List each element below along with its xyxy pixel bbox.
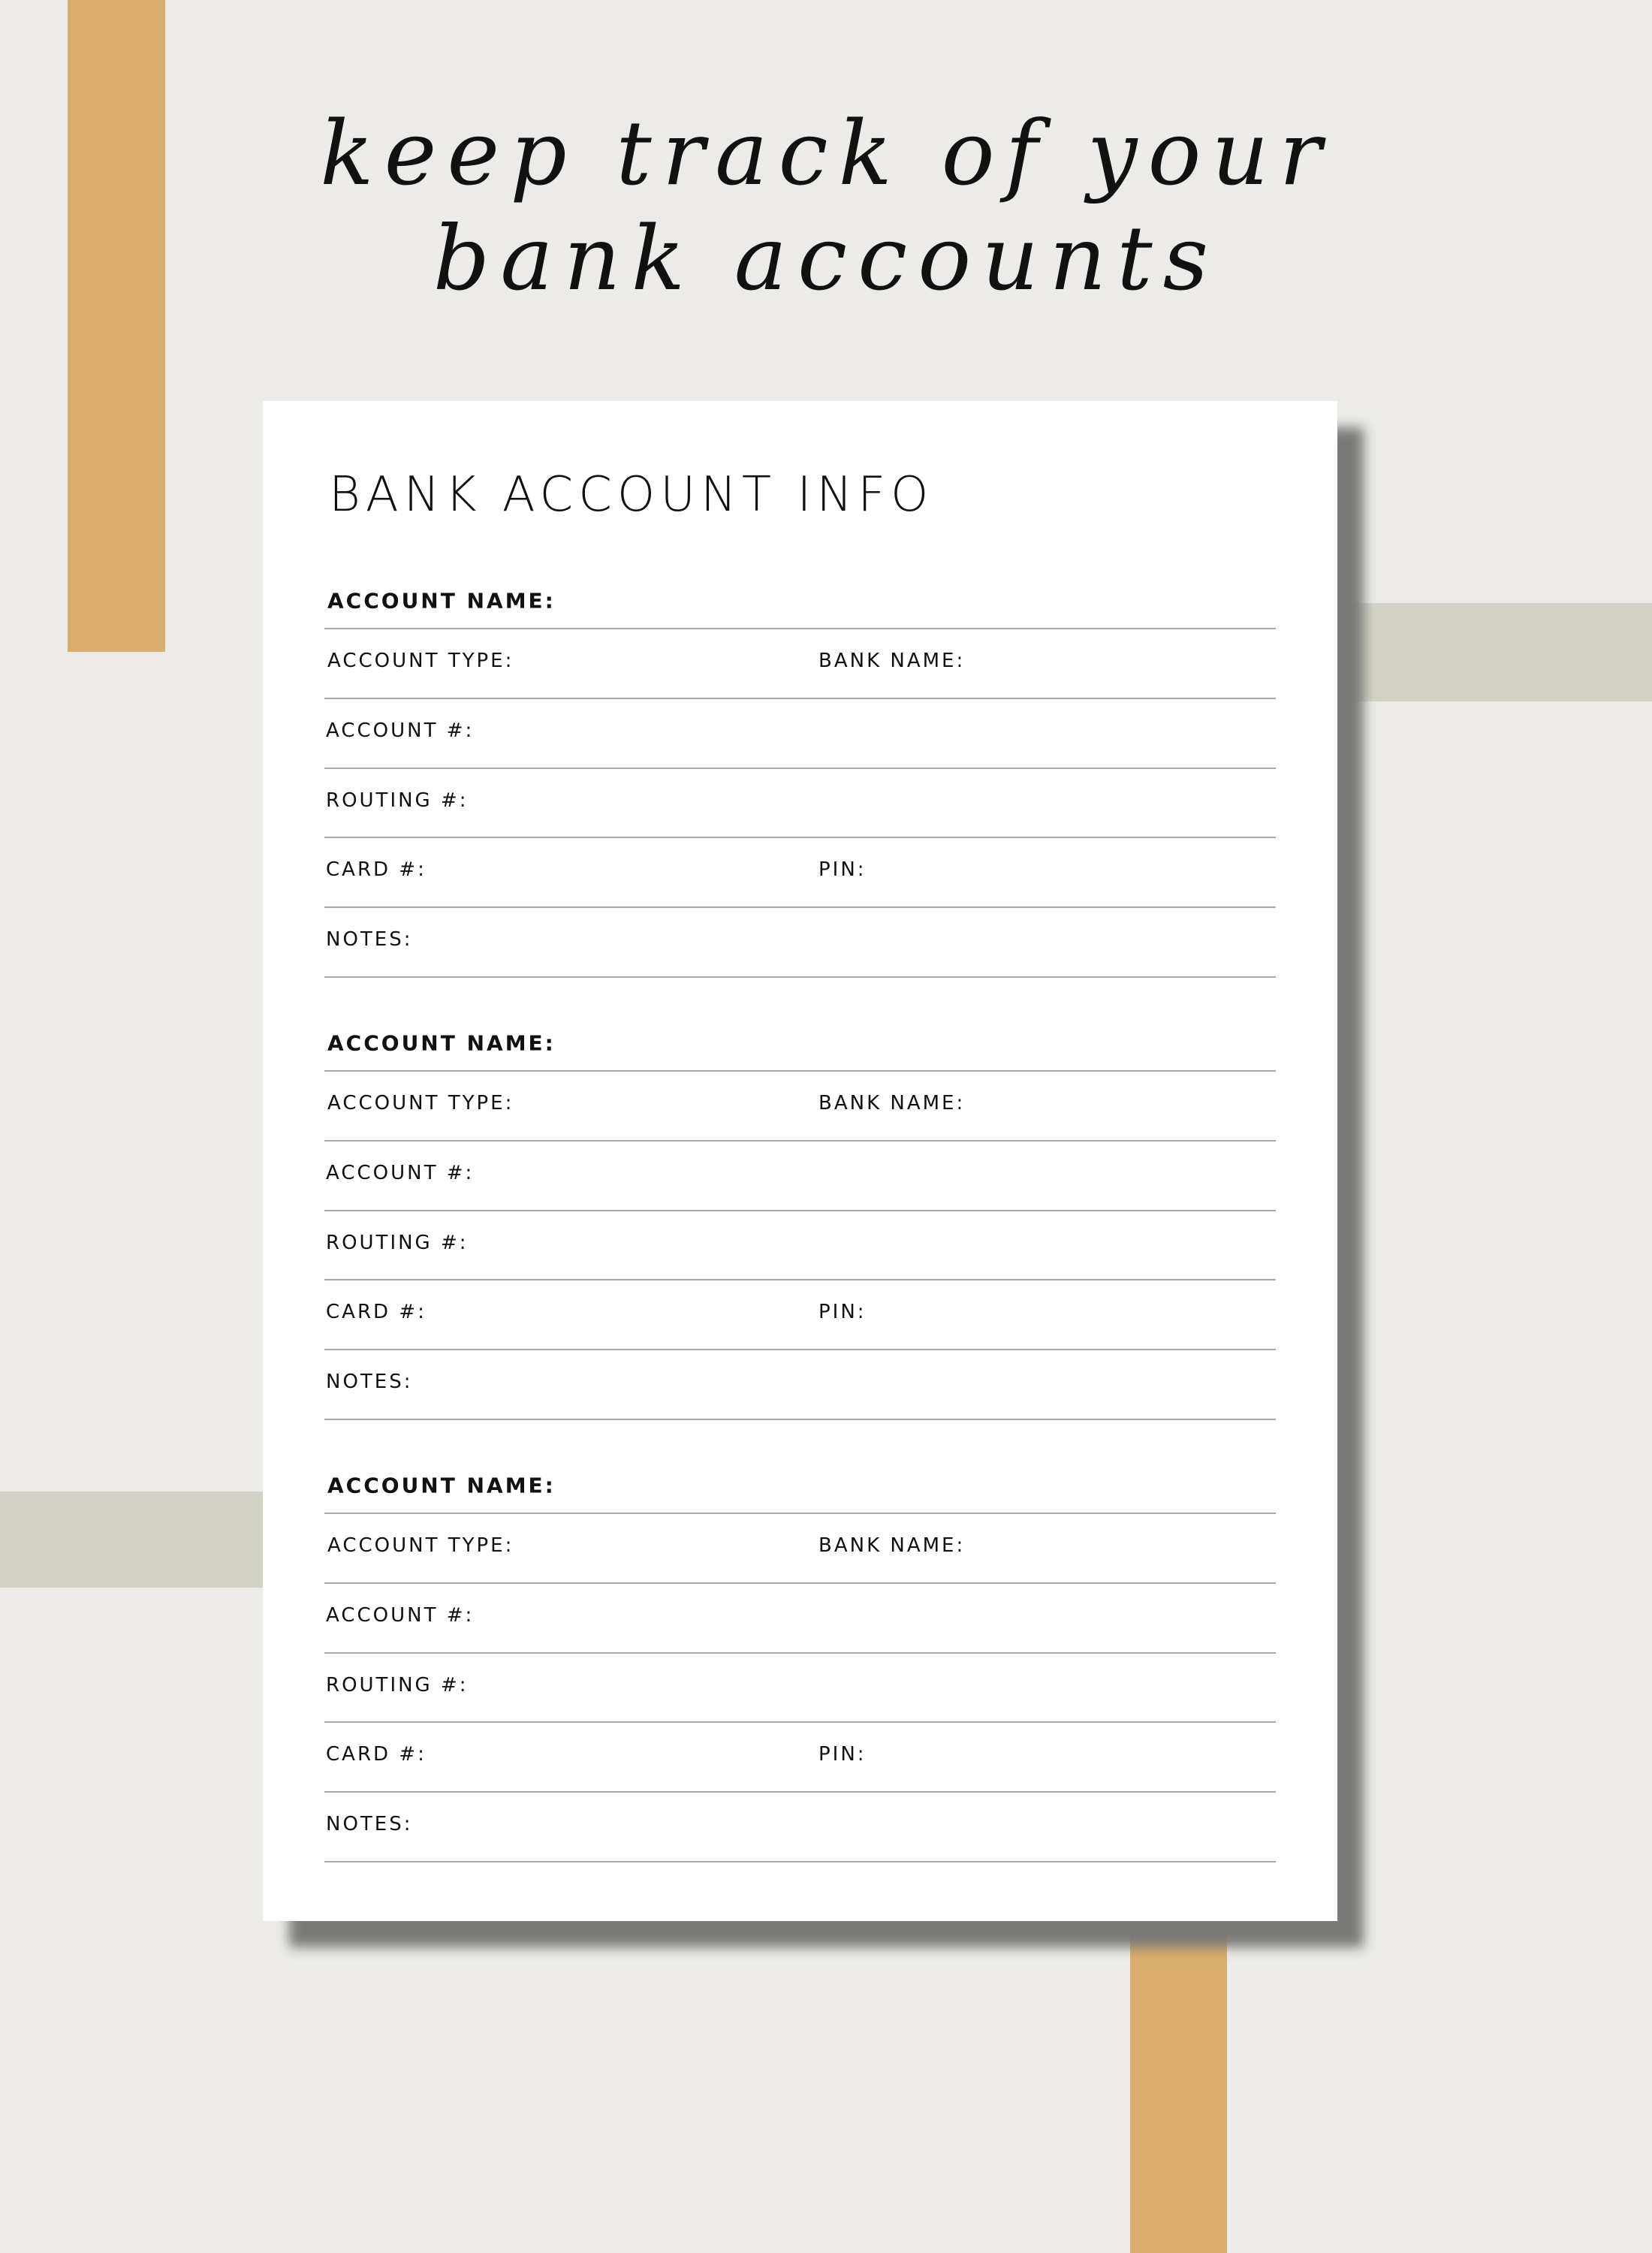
label-notes: NOTES:	[326, 928, 413, 952]
field-line	[324, 1349, 1276, 1350]
label-bank-name: BANK NAME:	[818, 1534, 966, 1557]
field-line	[324, 1652, 1276, 1654]
field-line	[324, 976, 1276, 978]
field-line	[324, 837, 1276, 838]
label-bank-name: BANK NAME:	[818, 1092, 966, 1114]
label-account-number: ACCOUNT #:	[326, 719, 475, 742]
field-line	[324, 1140, 1276, 1142]
field-line	[324, 768, 1276, 769]
field-line	[324, 1279, 1276, 1280]
sage-stripe-right	[1337, 603, 1652, 701]
field-line	[324, 1582, 1276, 1584]
label-card-number: CARD #:	[326, 1743, 427, 1766]
label-pin: PIN:	[818, 858, 867, 882]
field-line	[324, 628, 1276, 629]
label-account-number: ACCOUNT #:	[326, 1603, 475, 1627]
sage-stripe-left	[0, 1491, 263, 1588]
field-line	[324, 1419, 1276, 1420]
headline-line-1: keep track of your	[320, 101, 1332, 205]
form-sheet	[263, 401, 1337, 1921]
label-account-name: ACCOUNT NAME:	[327, 1030, 556, 1056]
field-line	[324, 1861, 1276, 1862]
field-line	[324, 1721, 1276, 1723]
gold-stripe-bottom	[1130, 1921, 1227, 2253]
gold-stripe-top-left	[68, 0, 165, 652]
headline-line-2: bank accounts	[433, 207, 1219, 310]
field-line	[324, 906, 1276, 908]
label-account-type: ACCOUNT TYPE:	[327, 1534, 514, 1557]
label-routing-number: ROUTING #:	[326, 1673, 469, 1697]
label-account-type: ACCOUNT TYPE:	[327, 650, 514, 672]
label-account-type: ACCOUNT TYPE:	[327, 1092, 514, 1114]
label-pin: PIN:	[818, 1301, 867, 1324]
field-line	[324, 1513, 1276, 1514]
label-pin: PIN:	[818, 1743, 867, 1766]
label-account-name: ACCOUNT NAME:	[327, 588, 556, 614]
label-routing-number: ROUTING #:	[326, 1231, 469, 1254]
label-bank-name: BANK NAME:	[818, 650, 966, 672]
field-line	[324, 1070, 1276, 1072]
field-line	[324, 1210, 1276, 1211]
label-routing-number: ROUTING #:	[326, 789, 469, 812]
label-account-number: ACCOUNT #:	[326, 1161, 475, 1184]
field-line	[324, 698, 1276, 699]
form-title: BANK ACCOUNT INFO	[329, 467, 934, 523]
field-line	[324, 1791, 1276, 1793]
label-card-number: CARD #:	[326, 858, 427, 882]
label-notes: NOTES:	[326, 1813, 413, 1836]
label-notes: NOTES:	[326, 1371, 413, 1394]
label-account-name: ACCOUNT NAME:	[327, 1473, 556, 1498]
label-card-number: CARD #:	[326, 1301, 427, 1324]
